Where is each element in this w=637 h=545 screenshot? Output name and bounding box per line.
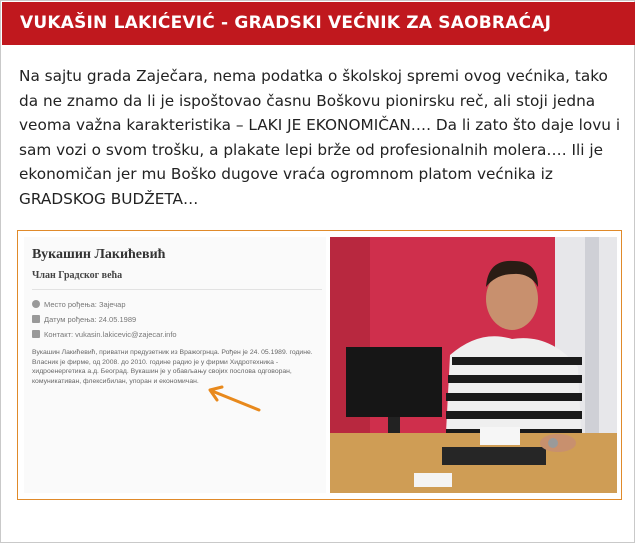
article-header bbox=[2, 2, 635, 45]
article-image bbox=[17, 230, 622, 500]
councilman-photo bbox=[330, 237, 617, 493]
profile-birthdate-text: Датум рођења: 24.05.1989 bbox=[44, 315, 137, 324]
profile-divider bbox=[32, 289, 322, 290]
arrow-annotation-icon bbox=[204, 385, 264, 415]
profile-birthplace bbox=[32, 300, 126, 309]
profile-name: Вукашин Лакићевић bbox=[32, 247, 166, 262]
article-title: VUKAŠIN LAKIĆEVIĆ - GRADSKI VEĆNIK ZA SAOBRAĆAJ bbox=[20, 13, 552, 33]
location-icon bbox=[32, 300, 40, 308]
profile-contact-text: Контакт: vukasin.lakicevic@zajecar.info bbox=[44, 330, 177, 339]
person-at-desk-illustration bbox=[330, 237, 617, 493]
profile-birthplace-text: Место рођења: Зајечар bbox=[44, 300, 126, 309]
profile-contact bbox=[32, 330, 177, 339]
profile-bio: Вукашин Лакићевић, приватни предузетник из Вражогрнца. Рођен је 24. 05.1989. године. Власник је фирме, од 2008. до 2010. године радио је у фирми Хидротехника - хидроенергетика а.д. Београд. Вукашин је у обављању својих послова одговоран, комуникативан, флексибилан, упоран и економичан. bbox=[32, 349, 313, 385]
profile-birthdate bbox=[32, 315, 136, 324]
calendar-icon bbox=[32, 315, 40, 323]
profile-role: Члан Градског већа bbox=[32, 270, 123, 281]
contact-icon bbox=[32, 330, 40, 338]
article-paragraph: Na sajtu grada Zaječara, nema podatka o školskoj spremi ovog većnika, tako da ne znamo da li je ispoštovao časnu Boškovu pionirsku reč, ali stoji jedna veoma važna karakteristika – LAKI JE EKONOMIČAN…. Da li zato što daje lovu i sam vozi o svom trošku, a plakate lepi brže od profesionalnih molera…. Ili je ekonomičan jer mu Boško dugove vraća ogromnom platom većnika iz GRADSKOG BUDŽETA… bbox=[19, 67, 621, 208]
profile-screenshot bbox=[24, 237, 326, 493]
